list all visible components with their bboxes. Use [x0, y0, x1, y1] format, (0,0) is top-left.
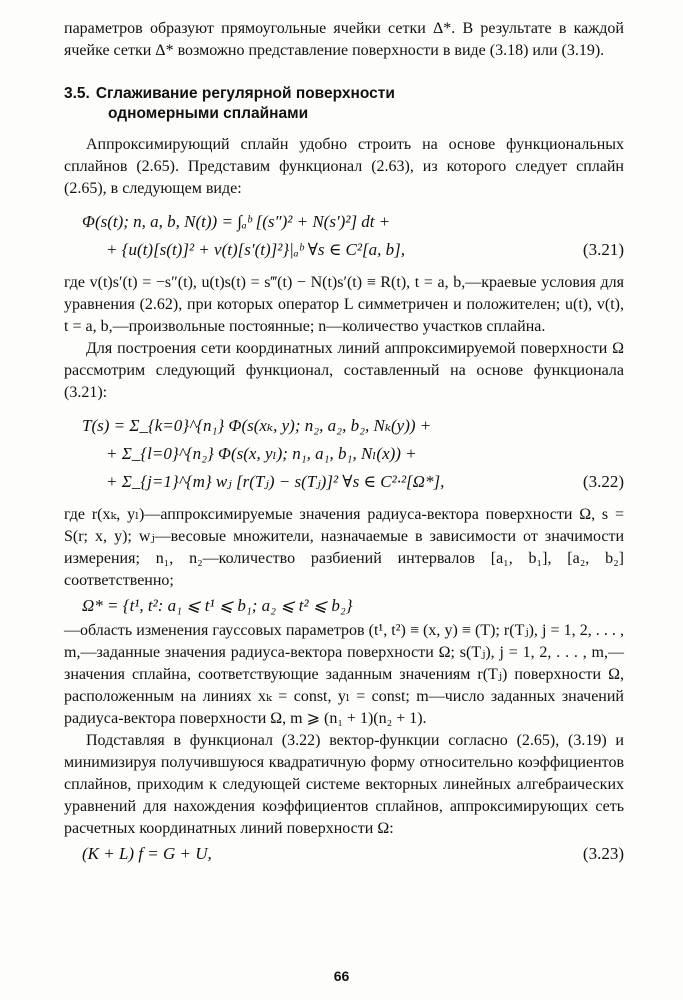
equation-3-21-line1: Φ(s(t); n, a, b, N(t)) = ∫ₐᵇ [(s″)² + N(s′)²] dt +: [82, 212, 391, 231]
page-body: [64, 18, 624, 868]
equation-omega-domain: Ω* = {t¹, t²: a₁ ⩽ t¹ ⩽ b₁; a₂ ⩽ t² ⩽ b₂}: [82, 596, 353, 615]
paragraph-minimization: Подставляя в функционал (3.22) вектор-функции согласно (2.65), (3.19) и минимизируя получившуюся квадратичную форму относительно коэффициентов сплайнов, приходим к следующей системе векторных линейных алгебраических уравнений для нахождения коэффициентов сплайнов, аппроксимирующих сеть расчетных координатных линий поверхности Ω:: [64, 732, 624, 837]
equation-3-22-line2: + Σ_{l=0}^{n₂} Φ(s(x, yₗ); n₁, a₁, b₁, Nₗ(x)) +: [106, 444, 417, 463]
equation-3-23: (K + L) f = G + U, (3.23): [64, 840, 624, 868]
equation-number-3-23: (3.23): [582, 844, 624, 863]
equation-3-21-line2: + {u(t)[s(t)]² + v(t)[s′(t)]²}|ₐᵇ ∀s ∈ C²[a, b], (3.21): [64, 236, 624, 264]
section-title-line2: одномерными сплайнами: [108, 105, 309, 122]
page-number: 66: [333, 968, 350, 984]
section-title-line1: Сглаживание регулярной поверхности: [95, 85, 395, 102]
equation-number-3-22: (3.22): [582, 472, 624, 491]
equation-3-22-line3: + Σ_{j=1}^{m} wⱼ [r(Tⱼ) − s(Tⱼ)]² ∀s ∈ C²·²[Ω*], (3.22): [64, 468, 624, 496]
equation-3-22-line1: T(s) = Σ_{k=0}^{n₁} Φ(s(xₖ, y); n₂, a₂, b₂, Nₖ(y)) +: [82, 416, 432, 435]
paragraph-gauss-parameters: —область изменения гауссовых параметров (t¹, t²) ≡ (x, y) ≡ (T); r(Tⱼ), j = 1, 2, . . . , m,—заданные значения радиуса-вектора поверхности Ω; s(Tⱼ), j = 1, 2, . . . , m,—значения сплайна, соответствующие заданным значениям r(Tⱼ) поверхности Ω, расположенным на линиях xₖ = const, yₗ = const; m—число заданных значений радиуса-вектора поверхности Ω, m ⩾ (n₁ + 1)(n₂ + 1).: [64, 622, 624, 727]
section-heading: [64, 84, 624, 124]
paragraph-functional-intro: Аппроксимирующий сплайн удобно строить на основе функциональных сплайнов (2.65). Представим функционал (2.63), из которого следует сплайн (2.65), в следующем виде:: [64, 136, 624, 197]
paragraph-network-functional: Для построения сети координатных линий аппроксимируемой поверхности Ω рассмотрим следующий функционал, составленный на основе функционала (3.21):: [64, 340, 624, 401]
paragraph-notation: где r(xₖ, yₗ)—аппроксимируемые значения радиуса-вектора поверхности Ω, s = S(r; x, y); wⱼ—весовые множители, назначаемые в зависимости от значимости измерения; n₁, n₂—количество разбиений интервалов [a₁, b₁], [a₂, b₂] соответственно;: [64, 506, 624, 589]
top-paragraph: параметров образуют прямоугольные ячейки сетки Δ*. В результате в каждой ячейке сетки Δ* возможно представление поверхности в виде (3.18) или (3.19).: [64, 20, 624, 59]
equation-number-3-21: (3.21): [582, 240, 624, 259]
paragraph-boundary-conditions: где v(t)s′(t) = −s″(t), u(t)s(t) = s‴(t) − N(t)s′(t) ≡ R(t), t = a, b,—краевые условия для уравнения (2.62), при которых оператор L симметричен и положителен; u(t), v(t), t = a, b,—произвольные постоянные; n—количество участков сплайна.: [64, 274, 624, 335]
section-number: 3.5.: [64, 85, 90, 102]
